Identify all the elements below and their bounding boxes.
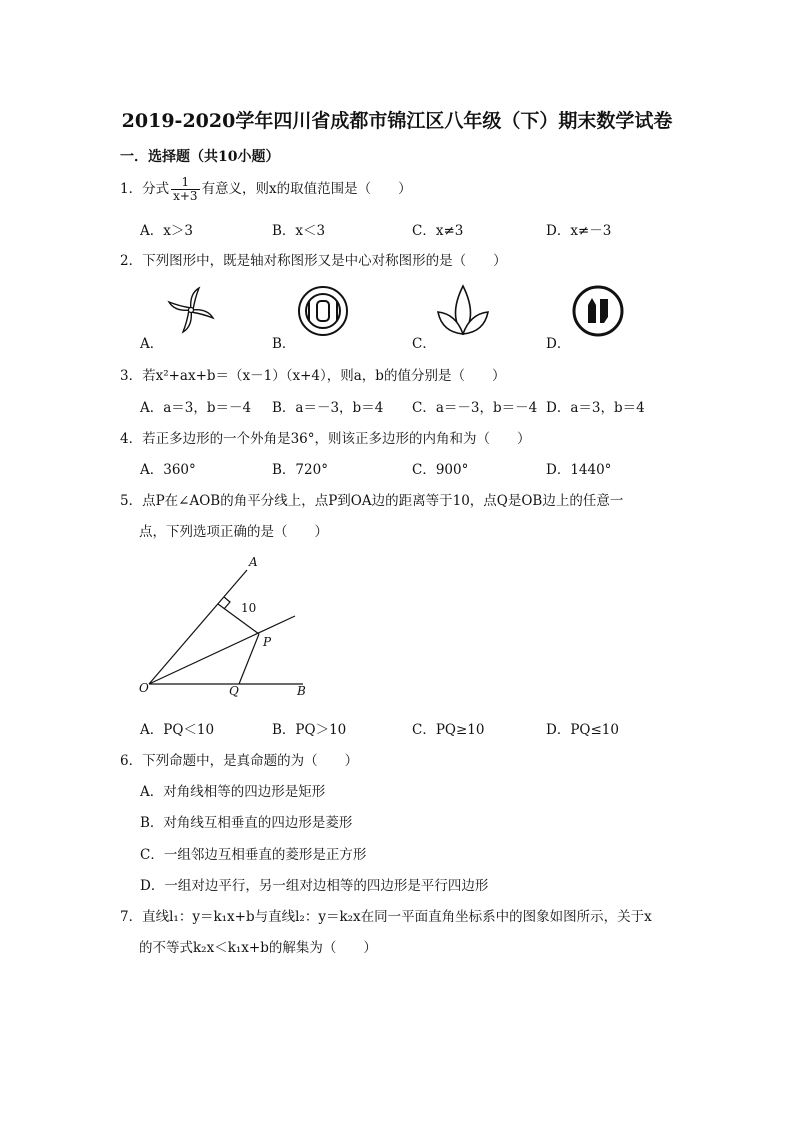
q3-option-b: B．a＝－3，b＝4 xyxy=(272,400,384,416)
stem-suffix: 有意义，则x的取值范围是（ ） xyxy=(201,181,412,197)
question-5-stem-line1: 5．点P在∠AOB的角平分线上，点P到OA边的距离等于10，点Q是OB边上的任意一 xyxy=(120,493,624,509)
question-1-stem xyxy=(120,176,412,203)
q3-option-a: A．a＝3，b＝－4 xyxy=(140,400,252,416)
q4-option-d: D．1440° xyxy=(546,462,612,478)
fraction xyxy=(171,176,199,203)
label-q: Q xyxy=(229,684,239,698)
label-p: P xyxy=(263,635,272,649)
q6-option-d: D．一组对边平行，另一组对边相等的四边形是平行四边形 xyxy=(140,878,489,894)
circle-pillars-figure xyxy=(570,285,626,337)
q6-option-c: C．一组邻边互相垂直的菱形是正方形 xyxy=(140,847,367,863)
section-heading: 一．选择题（共10小题） xyxy=(120,149,280,165)
q1-option-d: D．x≠－3 xyxy=(546,223,612,239)
q5-option-c: C．PQ≥10 xyxy=(412,722,485,738)
q4-option-b: B．720° xyxy=(272,462,328,478)
q1-option-a: A．x＞3 xyxy=(140,223,193,239)
page-title: 2019-2020学年四川省成都市锦江区八年级（下）期末数学试卷 xyxy=(121,110,673,132)
angle-bisector-figure xyxy=(135,550,325,700)
q5-option-b: B．PQ＞10 xyxy=(272,722,347,738)
pinwheel-figure xyxy=(165,284,217,336)
stem-prefix: 分式 xyxy=(142,181,170,197)
q4-option-a: A．360° xyxy=(140,462,196,478)
coin-figure xyxy=(297,285,349,337)
q2-option-a: A． xyxy=(140,336,164,352)
fraction-denominator: x+3 xyxy=(173,189,198,203)
q5-option-d: D．PQ≤10 xyxy=(546,722,619,738)
label-o: O xyxy=(139,681,149,695)
q5-option-a: A．PQ＜10 xyxy=(140,722,215,738)
q2-option-c: C． xyxy=(412,336,436,352)
lotus-figure xyxy=(434,282,492,338)
q6-option-b: B．对角线互相垂直的四边形是菱形 xyxy=(140,815,353,831)
question-6-stem: 6．下列命题中，是真命题的为（ ） xyxy=(120,753,359,769)
q2-option-b: B． xyxy=(272,336,296,352)
distance-label: 10 xyxy=(241,601,257,615)
q4-option-c: C．900° xyxy=(412,462,469,478)
label-a: A xyxy=(249,555,258,569)
q2-option-d: D． xyxy=(546,336,571,352)
q6-option-a: A．对角线相等的四边形是矩形 xyxy=(140,784,326,800)
fraction-numerator: 1 xyxy=(171,176,199,190)
label-b: B xyxy=(297,684,306,698)
q3-option-d: D．a＝3，b＝4 xyxy=(546,400,645,416)
question-7-stem-line1: 7．直线l₁：y＝k₁x+b与直线l₂：y＝k₂x在同一平面直角坐标系中的图象如图所示，关于x xyxy=(120,909,652,925)
question-4-stem: 4．若正多边形的一个外角是36°，则该正多边形的内角和为（ ） xyxy=(120,431,531,447)
q1-option-b: B．x＜3 xyxy=(272,223,326,239)
question-2-stem: 2．下列图形中，既是轴对称图形又是中心对称图形的是（ ） xyxy=(120,253,507,269)
question-5-stem-line2: 点，下列选项正确的是（ ） xyxy=(139,524,328,540)
q1-option-c: C．x≠3 xyxy=(412,223,464,239)
q3-option-c: C．a＝－3，b＝－4 xyxy=(412,400,538,416)
question-3-stem: 3．若x²+ax+b＝（x－1）（x+4），则a，b的值分别是（ ） xyxy=(120,368,506,384)
question-number: 1． xyxy=(120,181,143,197)
question-7-stem-line2: 的不等式k₂x＜k₁x+b的解集为（ ） xyxy=(139,940,377,956)
